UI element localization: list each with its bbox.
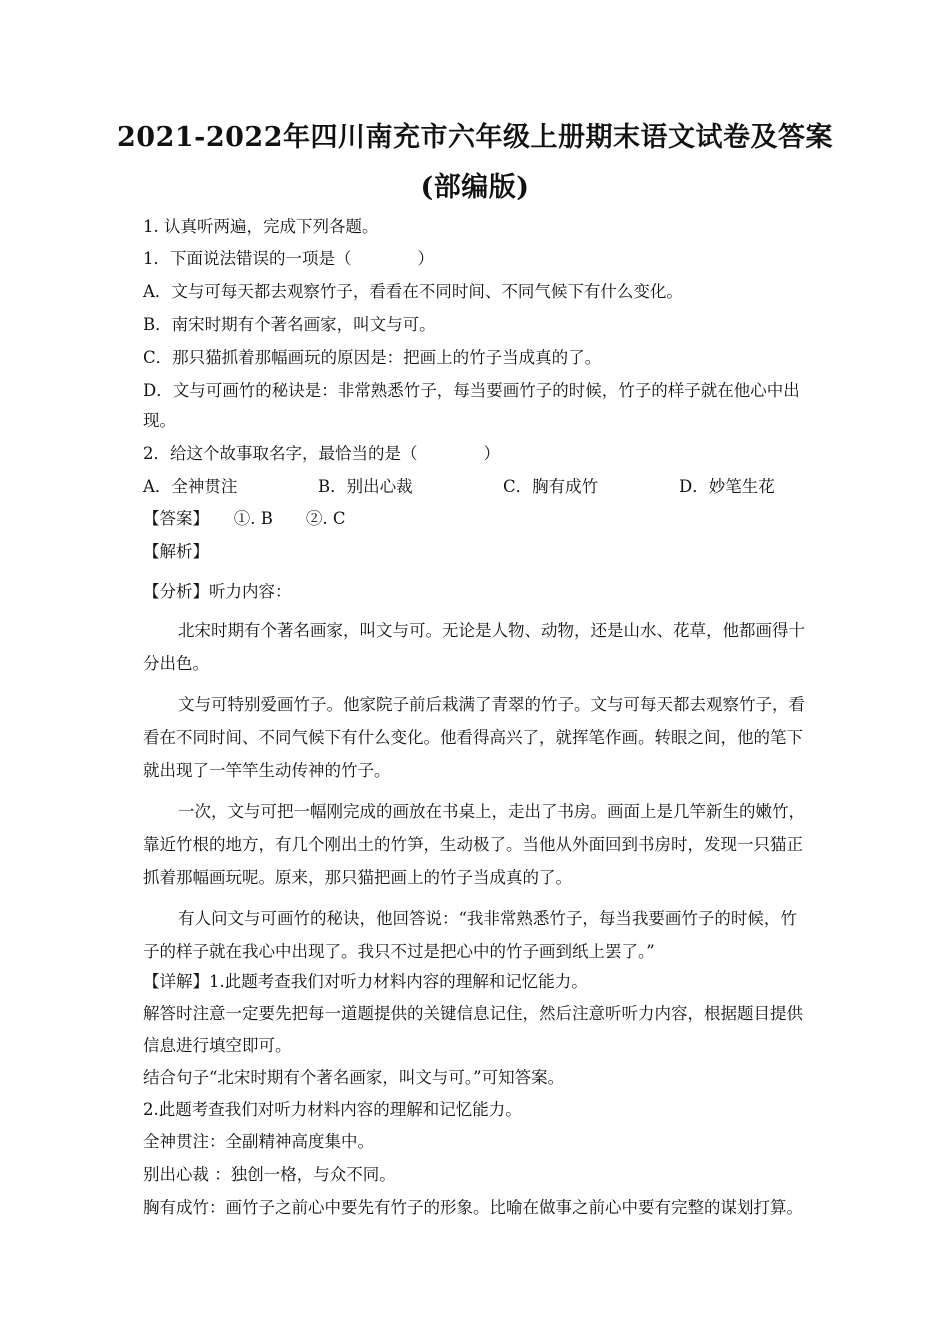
passage-line: 就出现了一竿竿生动传神的竹子。 (143, 761, 391, 780)
passage-line: 抓着那幅画玩呢。原来，那只猫把画上的竹子当成真的了。 (143, 868, 572, 887)
question-2-option-d: D．妙笔生花 (679, 477, 775, 496)
detail-line: 【详解】1.此题考查我们对听力材料内容的理解和记忆能力。 (143, 972, 588, 991)
detail-line: 解答时注意一定要先把每一道题提供的关键信息记住，然后注意听听力内容，根据题目提供 (143, 1004, 803, 1023)
question-2-option-c: C．胸有成竹 (503, 477, 599, 496)
answer-line: 【答案】 ①. B ②. C (143, 509, 346, 528)
detail-line: 胸有成竹：画竹子之前心中要先有竹子的形象。比喻在做事之前心中要有完整的谋划打算。 (143, 1198, 803, 1217)
detail-line: 结合句子“北宋时期有个著名画家，叫文与可。”可知答案。 (143, 1068, 565, 1087)
detail-line: 信息进行填空即可。 (143, 1036, 292, 1055)
passage-line: 北宋时期有个著名画家，叫文与可。无论是人物、动物，还是山水、花草，他都画得十 (178, 621, 805, 640)
question-1-stem: 1．下面说法错误的一项是（ ） (143, 249, 434, 268)
detail-line: 2.此题考查我们对听力材料内容的理解和记忆能力。 (143, 1100, 522, 1119)
question-1-option-d: D．文与可画竹的秘诀是：非常熟悉竹子，每当要画竹子的时候，竹子的样子就在他心中出 (143, 381, 800, 400)
passage-line: 子的样子就在我心中出现了。我只不过是把心中的竹子画到纸上罢了。” (143, 942, 655, 961)
passage-line: 一次，文与可把一幅刚完成的画放在书桌上，走出了书房。画面上是几竿新生的嫩竹， (178, 802, 805, 821)
question-2-option-b: B．别出心裁 (318, 477, 413, 496)
document-subtitle: (部编版) (420, 172, 530, 203)
question-2-option-a: A．全神贯注 (143, 477, 238, 496)
question-instruction: 1. 认真听两遍，完成下列各题。 (143, 217, 379, 236)
passage-line: 靠近竹根的地方，有几个刚出土的竹笋，生动极了。当他从外面回到书房时，发现一只猫正 (143, 835, 803, 854)
passage-line: 看在不同时间、不同气候下有什么变化。他看得高兴了，就挥笔作画。转眼之间，他的笔下 (143, 728, 803, 747)
question-1-option-c: C．那只猫抓着那幅画玩的原因是：把画上的竹子当成真的了。 (143, 348, 602, 367)
analysis-label: 【解析】 (143, 542, 209, 561)
detail-line: 全神贯注：全副精神高度集中。 (143, 1132, 374, 1151)
passage-line: 有人问文与可画竹的秘诀，他回答说：“我非常熟悉竹子，每当我要画竹子的时候，竹 (178, 909, 797, 928)
question-1-option-d-cont: 现。 (143, 411, 176, 430)
question-1-option-b: B．南宋时期有个著名画家，叫文与可。 (143, 315, 436, 334)
question-2-stem: 2．给这个故事取名字，最恰当的是（ ） (143, 444, 500, 463)
passage-line: 文与可特别爱画竹子。他家院子前后栽满了青翠的竹子。文与可每天都去观察竹子，看 (178, 695, 805, 714)
listening-content-label: 【分析】听力内容： (143, 582, 292, 601)
detail-line: 别出心裁 ：独创一格，与众不同。 (143, 1165, 396, 1184)
question-1-option-a: A．文与可每天都去观察竹子，看看在不同时间、不同气候下有什么变化。 (143, 282, 683, 301)
passage-line: 分出色。 (143, 654, 209, 673)
document-title: 2021-2022年四川南充市六年级上册期末语文试卷及答案 (117, 122, 833, 153)
